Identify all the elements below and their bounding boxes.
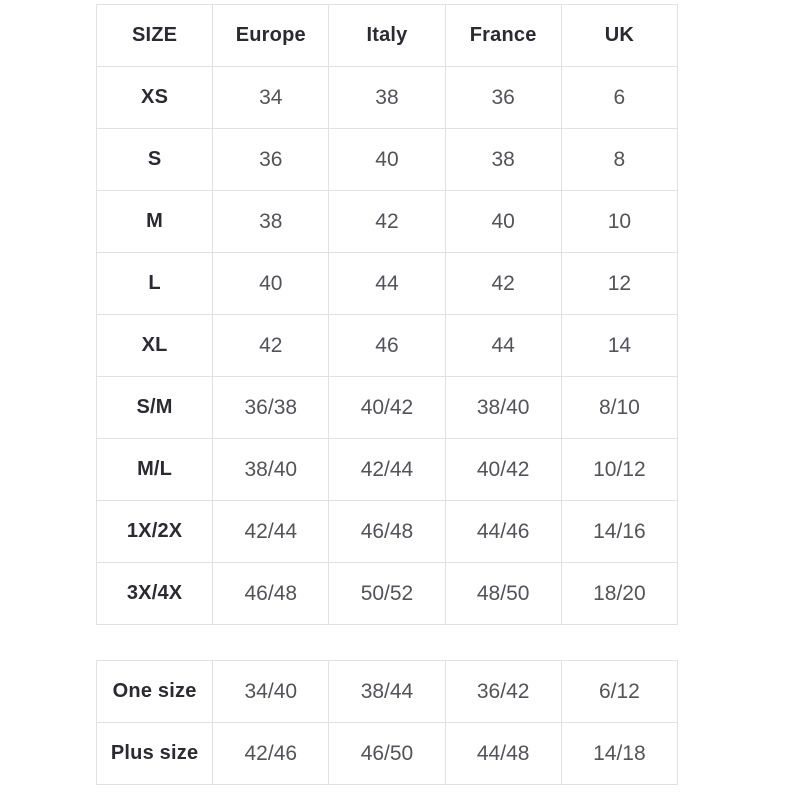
value-cell: 42/44 — [213, 501, 329, 563]
row-label: S — [97, 129, 213, 191]
header-cell-france: France — [445, 5, 561, 67]
table-row-s — [97, 129, 678, 191]
value-cell: 8 — [561, 129, 677, 191]
value-cell: 40 — [329, 129, 445, 191]
value-cell: 46/50 — [329, 723, 445, 785]
table-row-ml — [97, 439, 678, 501]
value-cell: 46/48 — [213, 563, 329, 625]
value-cell: 38 — [445, 129, 561, 191]
value-cell: 40 — [445, 191, 561, 253]
table-row-3x4x — [97, 563, 678, 625]
row-label: One size — [97, 661, 213, 723]
table-row-l — [97, 253, 678, 315]
value-cell: 36 — [213, 129, 329, 191]
value-cell: 36/42 — [445, 661, 561, 723]
value-cell: 40/42 — [445, 439, 561, 501]
value-cell: 10/12 — [561, 439, 677, 501]
value-cell: 48/50 — [445, 563, 561, 625]
special-sizes-table — [96, 660, 678, 785]
value-cell: 12 — [561, 253, 677, 315]
value-cell: 36/38 — [213, 377, 329, 439]
value-cell: 44/46 — [445, 501, 561, 563]
size-conversion-table — [96, 4, 678, 625]
value-cell: 34/40 — [213, 661, 329, 723]
value-cell: 42/46 — [213, 723, 329, 785]
value-cell: 44/48 — [445, 723, 561, 785]
value-cell: 14/18 — [561, 723, 677, 785]
row-label: M/L — [97, 439, 213, 501]
table-row-sm — [97, 377, 678, 439]
row-label: 3X/4X — [97, 563, 213, 625]
table-row-1x2x — [97, 501, 678, 563]
value-cell: 6 — [561, 67, 677, 129]
header-row — [97, 5, 678, 67]
value-cell: 42 — [329, 191, 445, 253]
value-cell: 42 — [213, 315, 329, 377]
table-row-xl — [97, 315, 678, 377]
tables-container — [96, 4, 678, 785]
value-cell: 38/44 — [329, 661, 445, 723]
header-cell-size: SIZE — [97, 5, 213, 67]
table-row-plus-size — [97, 723, 678, 785]
header-cell-uk: UK — [561, 5, 677, 67]
table-gap — [96, 625, 678, 660]
value-cell: 40/42 — [329, 377, 445, 439]
value-cell: 44 — [445, 315, 561, 377]
value-cell: 38/40 — [445, 377, 561, 439]
table-row-xs — [97, 67, 678, 129]
size-table-body — [97, 67, 678, 625]
row-label: XS — [97, 67, 213, 129]
row-label: XL — [97, 315, 213, 377]
value-cell: 36 — [445, 67, 561, 129]
value-cell: 46 — [329, 315, 445, 377]
row-label: S/M — [97, 377, 213, 439]
value-cell: 46/48 — [329, 501, 445, 563]
value-cell: 34 — [213, 67, 329, 129]
header-cell-europe: Europe — [213, 5, 329, 67]
value-cell: 40 — [213, 253, 329, 315]
special-sizes-body — [97, 661, 678, 785]
value-cell: 14 — [561, 315, 677, 377]
row-label: M — [97, 191, 213, 253]
value-cell: 38/40 — [213, 439, 329, 501]
value-cell: 38 — [213, 191, 329, 253]
value-cell: 10 — [561, 191, 677, 253]
value-cell: 6/12 — [561, 661, 677, 723]
value-cell: 50/52 — [329, 563, 445, 625]
value-cell: 14/16 — [561, 501, 677, 563]
value-cell: 42 — [445, 253, 561, 315]
row-label: 1X/2X — [97, 501, 213, 563]
value-cell: 42/44 — [329, 439, 445, 501]
row-label: Plus size — [97, 723, 213, 785]
size-table-header — [97, 5, 678, 67]
table-row-m — [97, 191, 678, 253]
row-label: L — [97, 253, 213, 315]
value-cell: 38 — [329, 67, 445, 129]
value-cell: 44 — [329, 253, 445, 315]
header-cell-italy: Italy — [329, 5, 445, 67]
value-cell: 18/20 — [561, 563, 677, 625]
table-row-one-size — [97, 661, 678, 723]
value-cell: 8/10 — [561, 377, 677, 439]
